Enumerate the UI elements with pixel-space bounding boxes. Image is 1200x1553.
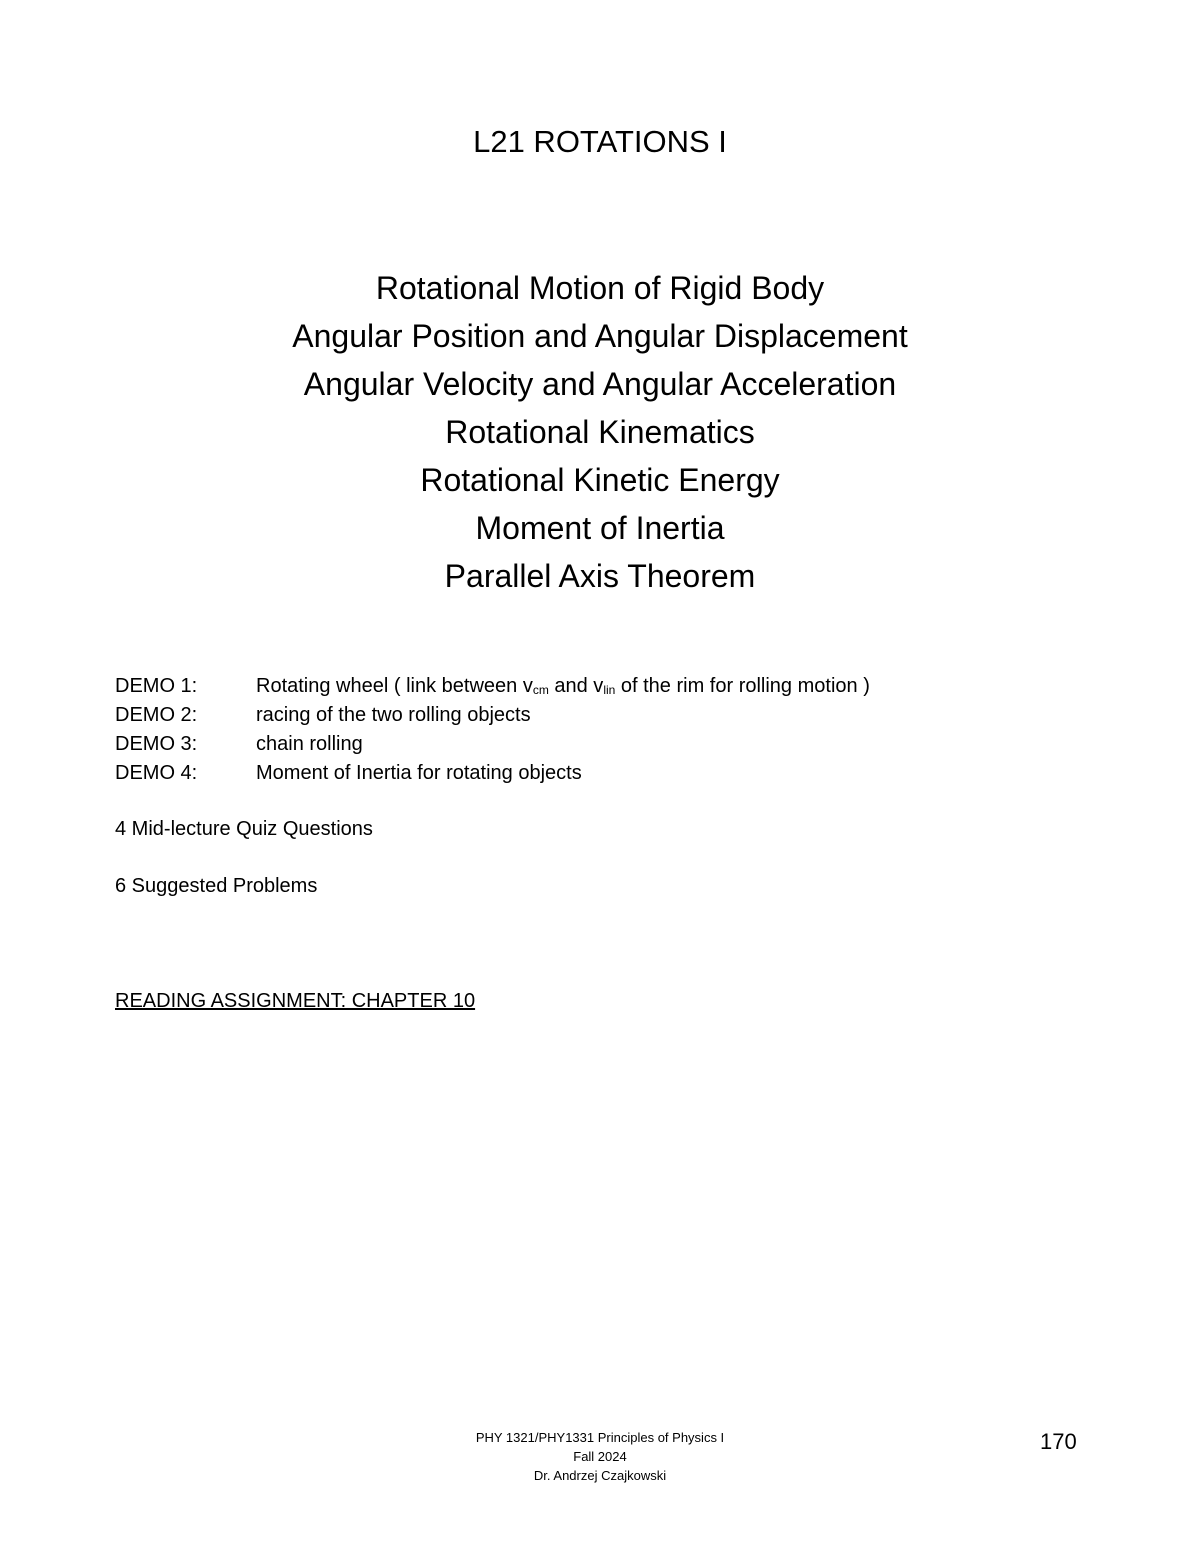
quiz-questions-line: 4 Mid-lecture Quiz Questions [115, 818, 373, 840]
topic-item: Moment of Inertia [475, 510, 725, 546]
demo-text-part: and v [548, 675, 604, 697]
demo-row [115, 759, 1075, 788]
topic-item: Rotational Motion of Rigid Body [375, 270, 825, 306]
topic-item: Rotational Kinematics [445, 414, 755, 450]
subscript-lin: lin [603, 683, 616, 697]
page-footer [384, 1428, 816, 1485]
topic-list [0, 264, 1200, 600]
demo-row [115, 730, 1075, 759]
demo-text-part: of the rim for rolling motion ) [615, 675, 870, 697]
demo-description: chain rolling [256, 733, 363, 755]
footer-term: Fall 2024 [573, 1449, 627, 1464]
demo-description: Moment of Inertia for rotating objects [256, 762, 582, 784]
footer-course: PHY 1321/PHY1331 Principles of Physics I [475, 1430, 725, 1445]
demo-list [115, 672, 1075, 788]
footer-instructor: Dr. Andrzej Czajkowski [533, 1468, 667, 1483]
topic-item: Parallel Axis Theorem [444, 558, 756, 594]
page-number: 170 [1040, 1429, 1077, 1454]
demo-label: DEMO 1: [115, 675, 198, 697]
subscript-cm: cm [532, 683, 549, 697]
demo-description [256, 672, 870, 701]
demo-description: racing of the two rolling objects [256, 704, 531, 726]
topic-item: Rotational Kinetic Energy [420, 462, 780, 498]
demo-row [115, 672, 1075, 701]
topic-item: Angular Position and Angular Displacement [292, 318, 908, 354]
demo-label: DEMO 3: [115, 733, 198, 755]
demo-row [115, 701, 1075, 730]
topic-item: Angular Velocity and Angular Acceleration [303, 366, 897, 402]
suggested-problems-line: 6 Suggested Problems [115, 875, 318, 897]
demo-text-part: Rotating wheel ( link between v [256, 675, 533, 697]
demo-label: DEMO 4: [115, 762, 198, 784]
lecture-title: L21 ROTATIONS I [473, 124, 727, 159]
reading-assignment: READING ASSIGNMENT: CHAPTER 10 [115, 990, 476, 1012]
demo-label: DEMO 2: [115, 704, 198, 726]
